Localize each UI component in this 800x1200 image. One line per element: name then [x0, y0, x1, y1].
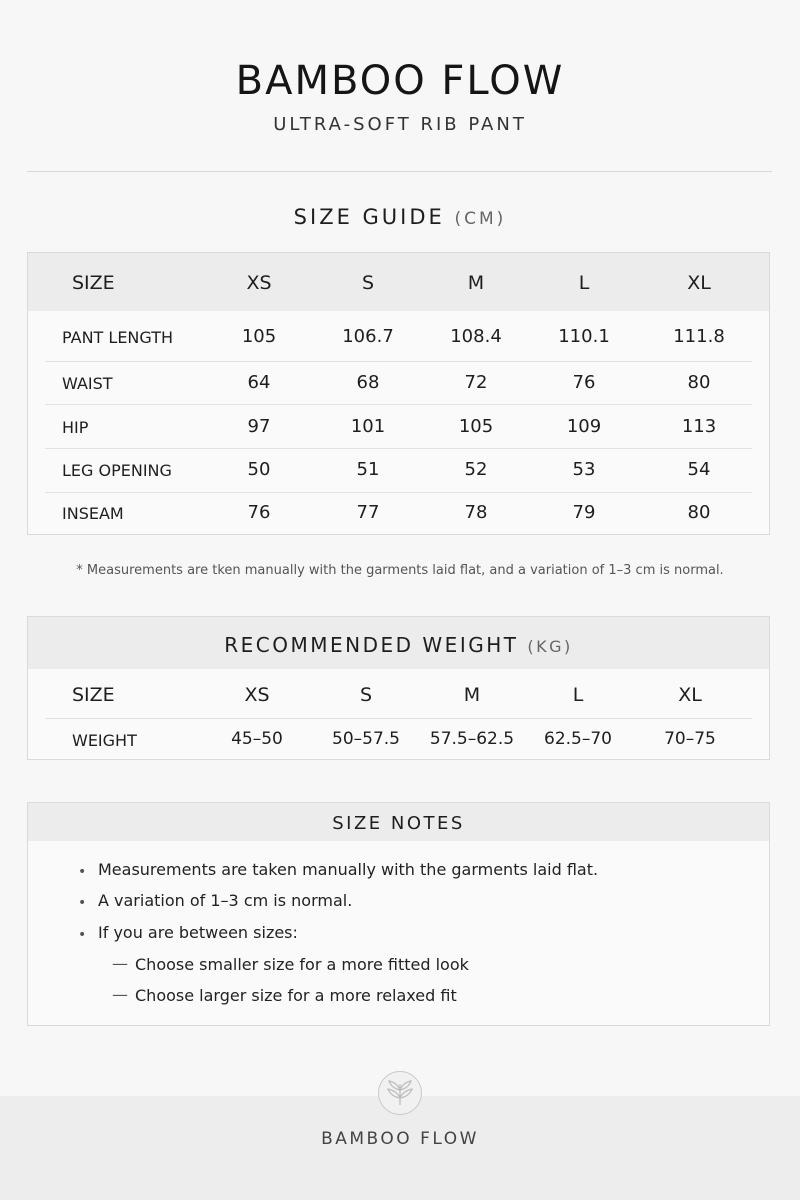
- size-table: [27, 252, 770, 535]
- row-divider: [45, 718, 752, 719]
- measurement-footnote: * Measurements are tken manually with the garments laid flat, and a variation of 1–3 cm is normal.: [76, 563, 724, 578]
- cell-value: 106.7: [342, 326, 394, 347]
- cell-value: 109: [566, 416, 602, 437]
- recommended-weight-table: [27, 616, 770, 760]
- cell-value: 97: [247, 416, 271, 437]
- header-size: SIZE: [72, 272, 115, 294]
- weight-header-xl: XL: [678, 684, 702, 706]
- cell-value: 76: [572, 372, 596, 393]
- weight-value: 70–75: [664, 729, 716, 749]
- weight-value: 62.5–70: [544, 729, 612, 749]
- weight-title: RECOMMENDED WEIGHT: [224, 633, 519, 657]
- row-label: WAIST: [62, 374, 113, 393]
- size-notes-box: [27, 802, 770, 1026]
- header-s: S: [361, 272, 375, 294]
- cell-value: 101: [350, 416, 386, 437]
- weight-value: 57.5–62.5: [429, 729, 515, 749]
- divider: [27, 171, 772, 172]
- row-label: PANT LENGTH: [62, 328, 174, 347]
- cell-value: 108.4: [450, 326, 502, 347]
- weight-header-size: SIZE: [72, 684, 115, 706]
- cell-value: 105: [241, 326, 277, 347]
- size-notes-title: SIZE NOTES: [332, 813, 465, 834]
- weight-header-xs: XS: [244, 684, 270, 706]
- header-xl: XL: [687, 272, 711, 294]
- weight-value: 50–57.5: [332, 729, 400, 749]
- bullet-icon: •: [78, 895, 87, 911]
- cell-value: 110.1: [558, 326, 610, 347]
- cell-value: 79: [572, 502, 596, 523]
- cell-value: 80: [687, 372, 711, 393]
- bullet-icon: •: [78, 927, 87, 943]
- header-l: L: [578, 272, 590, 294]
- cell-value: 72: [464, 372, 488, 393]
- note-item: A variation of 1–3 cm is normal.: [98, 891, 353, 910]
- product-subtitle: ULTRA-SOFT RIB PANT: [273, 114, 527, 135]
- row-divider: [45, 448, 752, 449]
- row-label: HIP: [62, 418, 89, 437]
- size-guide-heading: [0, 205, 800, 229]
- bullet-icon: •: [78, 864, 87, 880]
- row-divider: [45, 404, 752, 405]
- weight-value: 45–50: [231, 729, 283, 749]
- cell-value: 52: [464, 459, 488, 480]
- table-header-row: [28, 253, 769, 311]
- size-guide-title: SIZE GUIDE: [293, 205, 445, 229]
- weight-unit: (KG): [527, 637, 573, 656]
- row-divider: [45, 492, 752, 493]
- weight-header-m: M: [463, 684, 481, 706]
- header-xs: XS: [246, 272, 272, 294]
- cell-value: 80: [687, 502, 711, 523]
- cell-value: 53: [572, 459, 596, 480]
- row-label: LEG OPENING: [62, 461, 172, 480]
- footer-brand: BAMBOO FLOW: [321, 1129, 479, 1149]
- cell-value: 111.8: [673, 326, 725, 347]
- cell-value: 77: [356, 502, 380, 523]
- dash-icon: —: [112, 985, 128, 1004]
- weight-row-label: WEIGHT: [72, 731, 137, 750]
- note-item: If you are between sizes:: [98, 923, 298, 942]
- cell-value: 113: [681, 416, 717, 437]
- note-subitem: Choose smaller size for a more fitted look: [135, 955, 469, 974]
- cell-value: 78: [464, 502, 488, 523]
- cell-value: 51: [356, 459, 380, 480]
- cell-value: 50: [247, 459, 271, 480]
- size-guide-unit: (CM): [454, 209, 507, 229]
- note-item: Measurements are taken manually with the garments laid flat.: [98, 860, 599, 879]
- cell-value: 64: [247, 372, 271, 393]
- cell-value: 68: [356, 372, 380, 393]
- header-m: M: [467, 272, 485, 294]
- cell-value: 54: [687, 459, 711, 480]
- dash-icon: —: [112, 954, 128, 973]
- note-subitem: Choose larger size for a more relaxed fit: [135, 986, 457, 1005]
- brand-title: BAMBOO FLOW: [235, 58, 565, 104]
- row-divider: [45, 361, 752, 362]
- weight-header-s: S: [359, 684, 373, 706]
- bamboo-leaf-icon: [377, 1070, 423, 1116]
- weight-header-l: L: [572, 684, 584, 706]
- cell-value: 105: [458, 416, 494, 437]
- cell-value: 76: [247, 502, 271, 523]
- row-label: INSEAM: [62, 504, 124, 523]
- weight-heading: [28, 633, 769, 657]
